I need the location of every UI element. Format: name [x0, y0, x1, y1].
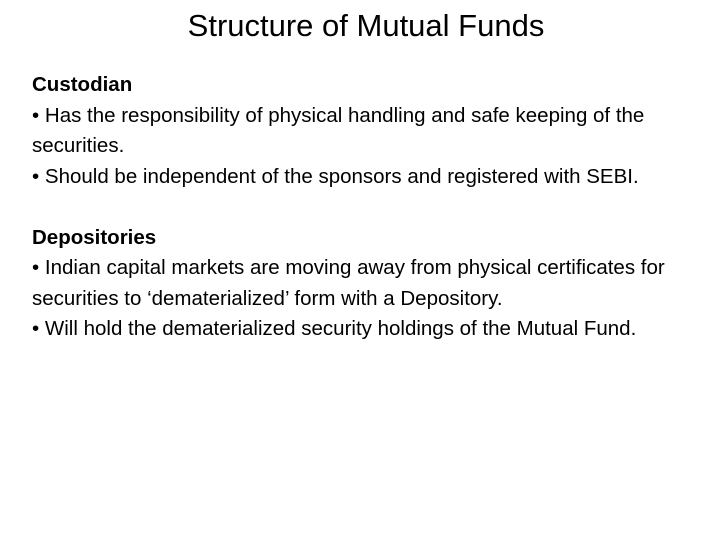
bullet-item — [32, 314, 700, 345]
bullet-text: Indian capital markets are moving away from physical certificates for securities to ‘dematerialized’ form with a Depository. — [32, 256, 665, 310]
bullet-glyph: • — [32, 164, 40, 188]
section-heading: Depositories — [32, 225, 157, 249]
section-custodian — [32, 70, 700, 192]
bullet-text: Should be independent of the sponsors and registered with SEBI. — [44, 164, 639, 188]
bullet-item — [32, 253, 700, 314]
section-depositories — [32, 223, 700, 345]
bullet-text: Will hold the dematerialized security holdings of the Mutual Fund. — [44, 317, 637, 340]
bullet-item — [32, 162, 700, 193]
bullet-text: Has the responsibility of physical handling and safe keeping of the securities. — [32, 103, 645, 157]
bullet-glyph: • — [32, 103, 40, 127]
slide-title: Structure of Mutual Funds — [187, 8, 545, 43]
bullet-glyph: • — [32, 317, 40, 340]
bullet-glyph: • — [32, 256, 40, 279]
section-heading: Custodian — [32, 73, 133, 96]
bullet-item — [32, 101, 700, 162]
slide-content — [32, 70, 700, 345]
